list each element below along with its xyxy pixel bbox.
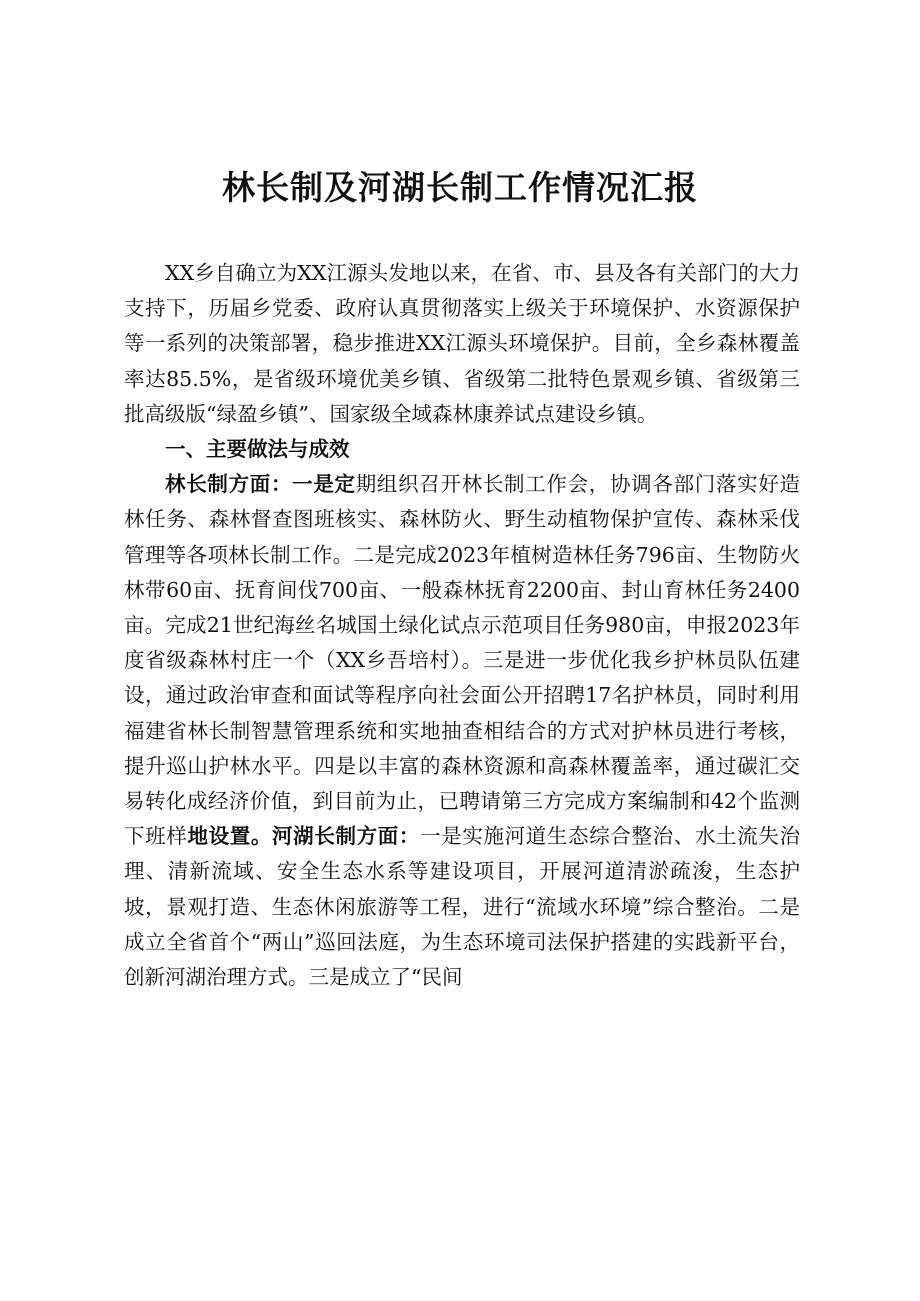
river-chief-label: 河湖长制方面： (272, 824, 421, 849)
section-heading: 一、主要做法与成效 (165, 437, 350, 462)
forest-chief-label: 林长制方面：一是定 (165, 472, 356, 497)
document-title: 林长制及河湖长制工作情况汇报 (222, 168, 698, 207)
document-body (124, 256, 800, 995)
river-chief-text: 一是实施河道生态综合整治、水土流失治理、清新流域、安全生态水系等建设项目，开展河道清淤疏浚，生态护坡，景观打造、生态休闲旅游等工程，进行“流域水环境”综合整治。二是成立全省首个“两山”巡回法庭，为生态环境司法保护搭建的实践新平台，创新河湖治理方式。三是成立了“民间 (124, 824, 801, 990)
measures-paragraph (124, 467, 800, 995)
forest-chief-text: 期组织召开林长制工作会，协调各部门落实好造林任务、森林督查图班核实、森林防火、野生动植物保护宣传、森林采伐管理等各项林长制工作。二是完成2023年植树造林任务796亩、生物防火林带60亩、抚育间伐700亩、一般森林抚育2200亩、封山育林任务2400亩。完成21世纪海丝名城国土绿化试点示范项目任务980亩，申报2023年度省级森林村庄一个（XX乡吾培村）。三是进一步优化我乡护林员队伍建设，通过政治审查和面试等程序向社会面公开招聘17名护林员，同时利用福建省林长制智慧管理系统和实地抽查相结合的方式对护林员进行考核，提升巡山护林水平。四是以丰富的森林资源和高森林覆盖率，通过碳汇交易转化成经济价值，到目前为止，已聘请第三方完成方案编制和42个监测下班样 (124, 472, 801, 849)
forest-chief-tail: 地设置。 (187, 824, 273, 849)
intro-paragraph: XX乡自确立为XX江源头发地以来，在省、市、县及各有关部门的大力支持下，历届乡党委、政府认真贯彻落实上级关于环境保护、水资源保护等一系列的决策部署，稳步推进XX江源头环境保护。目前，全乡森林覆盖率达85.5%，是省级环境优美乡镇、省级第二批特色景观乡镇、省级第三批高级版“绿盈乡镇”、国家级全域森林康养试点建设乡镇。 (124, 261, 800, 426)
